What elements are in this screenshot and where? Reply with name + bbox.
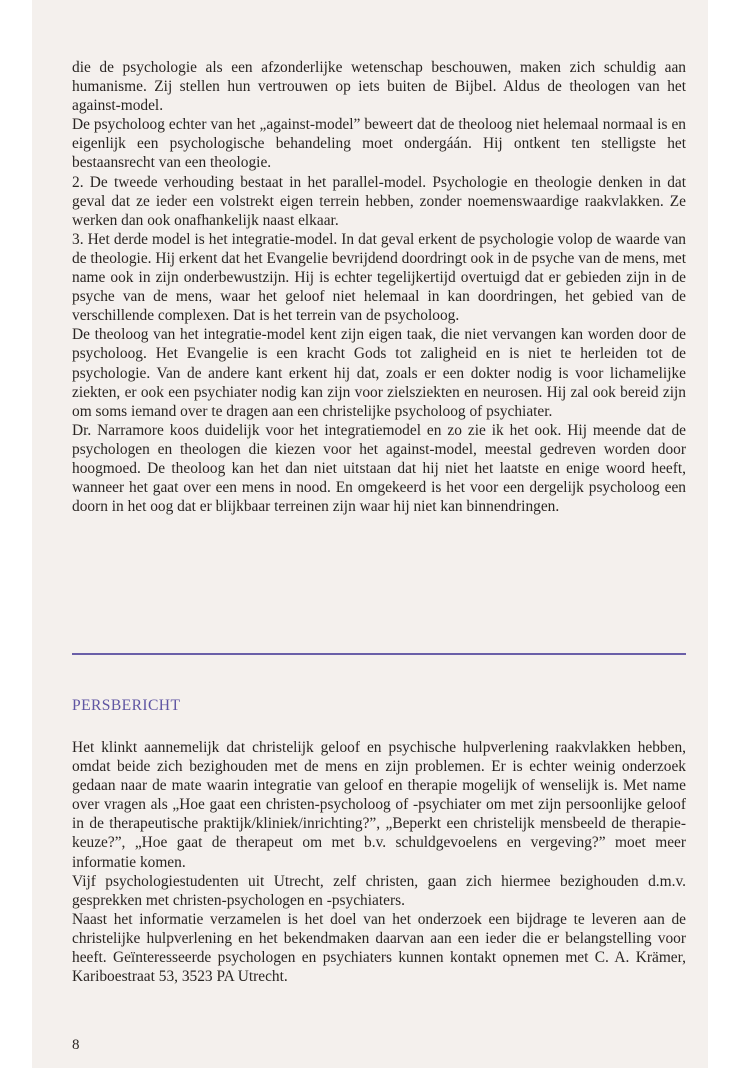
persbericht-paragraph: Naast het informatie verzamelen is het doel van het onderzoek een bijdrage te leveren aan de christelijke hulpverlening en het bekendmaken daarvan aan een ieder die er belangstelling voor heeft. Geïnteresseerde psychologen en psychiaters kunnen kontakt opnemen met C. A. Krämer, Kariboestraat 53, 3523 PA Utrecht. bbox=[72, 910, 686, 986]
section-divider bbox=[72, 653, 686, 655]
persbericht-paragraph: Vijf psychologiestudenten uit Utrecht, zelf christen, gaan zich hiermee bezighouden d.m.v. gesprekken met christen-psychologen en -psychiaters. bbox=[72, 872, 686, 909]
persbericht-body bbox=[72, 738, 686, 986]
page-number: 8 bbox=[72, 1037, 80, 1053]
article-body bbox=[72, 58, 686, 516]
article-paragraph: De psycholoog echter van het „against-model” beweert dat de theoloog niet helemaal normaal is en eigenlijk een psychologische behandeling moet ondergáán. Hij ontkent ten stelligste het bestaansrecht van een theologie. bbox=[72, 116, 686, 172]
document-page bbox=[32, 0, 708, 1068]
persbericht-heading: PERSBERICHT bbox=[72, 697, 181, 714]
article-paragraph: die de psychologie als een afzonderlijke wetenschap beschouwen, maken zich schuldig aan humanisme. Zij stellen hun vertrouwen op iets buiten de Bijbel. Aldus de theologen van het against-model. bbox=[72, 59, 686, 115]
article-paragraph: 3. Het derde model is het integratie-model. In dat geval erkent de psychologie volop de waarde van de theologie. Hij erkent dat het Evangelie bevrijdend doordringt ook in de psyche van de mens, met name ook in zijn onderbewustzijn. Hij is echter tegelijkertijd overtuigd dat er gebieden zijn in de psyche van de mens, waar het geloof niet helemaal in kan doordringen, het gebied van de verschillende complexen. Dat is het terrein van de psycholoog. bbox=[72, 230, 686, 325]
persbericht-paragraph: Het klinkt aannemelijk dat christelijk geloof en psychische hulpverlening raakvlakken hebben, omdat beide zich bezighouden met de mens en zijn problemen. Er is echter weinig onderzoek gedaan naar de mate waarin integratie van geloof en therapie mogelijk of wenselijk is. Met name over vragen als „Hoe gaat een christen-psycholoog of -psychiater om met zijn persoonlijke geloof in de therapeutische praktijk/kliniek/inrichting?”, „Beperkt een christelijk mensbeeld de therapie-keuze?”, „Hoe gaat de therapeut om met b.v. schuldgevoelens en vergeving?” moet meer informatie komen. bbox=[72, 739, 686, 871]
article-paragraph: 2. De tweede verhouding bestaat in het parallel-model. Psychologie en theologie denken in dat geval dat ze ieder een volstrekt eigen terrein hebben, zonder noemenswaardige raakvlakken. Ze werken dan ook onafhankelijk naast elkaar. bbox=[72, 173, 686, 229]
article-paragraph: Dr. Narramore koos duidelijk voor het integratiemodel en zo zie ik het ook. Hij meende dat de psychologen en theologen die kiezen voor het against-model, meestal gedreven worden door hoogmoed. De theoloog kan het dan niet uitstaan dat hij niet het laatste en enige woord heeft, wanneer het gaat over een mens in nood. En omgekeerd is het voor een dergelijk psycholoog een doorn in het oog dat er blijkbaar terreinen zijn waar hij niet kan binnendringen. bbox=[72, 421, 686, 516]
article-paragraph: De theoloog van het integratie-model kent zijn eigen taak, die niet vervangen kan worden door de psycholoog. Het Evangelie is een kracht Gods tot zaligheid en is niet te herleiden tot de psychologie. Van de andere kant erkent hij dat, zoals er een dokter nodig is voor lichamelijke ziekten, er ook een psychiater nodig kan zijn voor zielsziekten en neurosen. Hij zal ook bereid zijn om soms iemand over te dragen aan een christelijke psycholoog of psychiater. bbox=[72, 326, 686, 420]
